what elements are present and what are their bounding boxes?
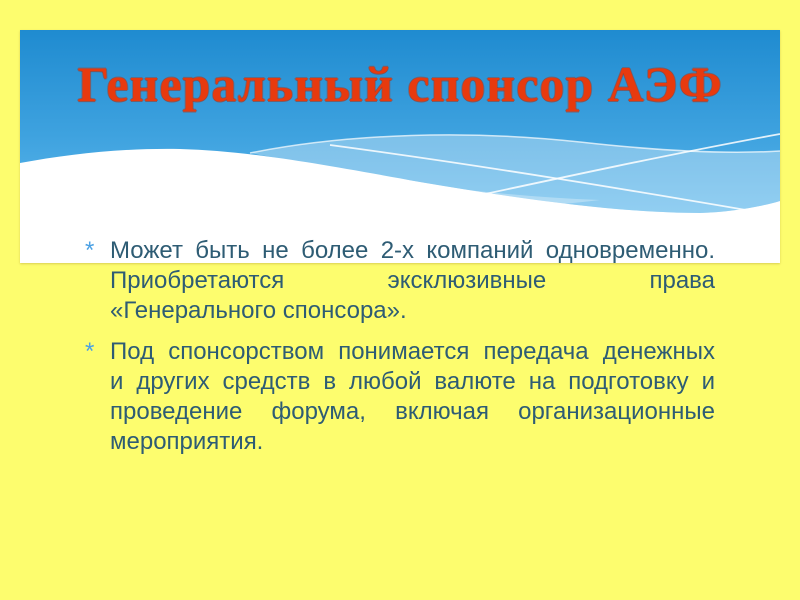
- bullet-text-line: проведение форума, включая организационные: [110, 398, 715, 425]
- slide-title: Генеральный спонсор АЭФ: [77, 56, 723, 112]
- bullet-text-line: Приобретаются эксклюзивные права: [110, 267, 715, 294]
- bullet-text: [110, 236, 715, 326]
- bullet-item: [85, 236, 715, 326]
- bullet-item: [85, 337, 715, 457]
- bullet-text-line: «Генерального спонсора».: [110, 297, 407, 324]
- slide-body: [85, 236, 715, 457]
- bullet-marker-icon: *: [85, 338, 95, 365]
- bullet-text-line: Под спонсорством понимается передача денежных: [110, 338, 715, 365]
- bullet-text: [110, 337, 715, 457]
- bullet-text-line: Может быть не более 2-х компаний одновременно.: [110, 237, 715, 264]
- bullet-text-line: мероприятия.: [110, 428, 264, 455]
- bullet-marker-icon: *: [85, 237, 95, 264]
- slide-header: [20, 30, 780, 263]
- bullet-text-line: и других средств в любой валюте на подготовку и: [110, 368, 715, 395]
